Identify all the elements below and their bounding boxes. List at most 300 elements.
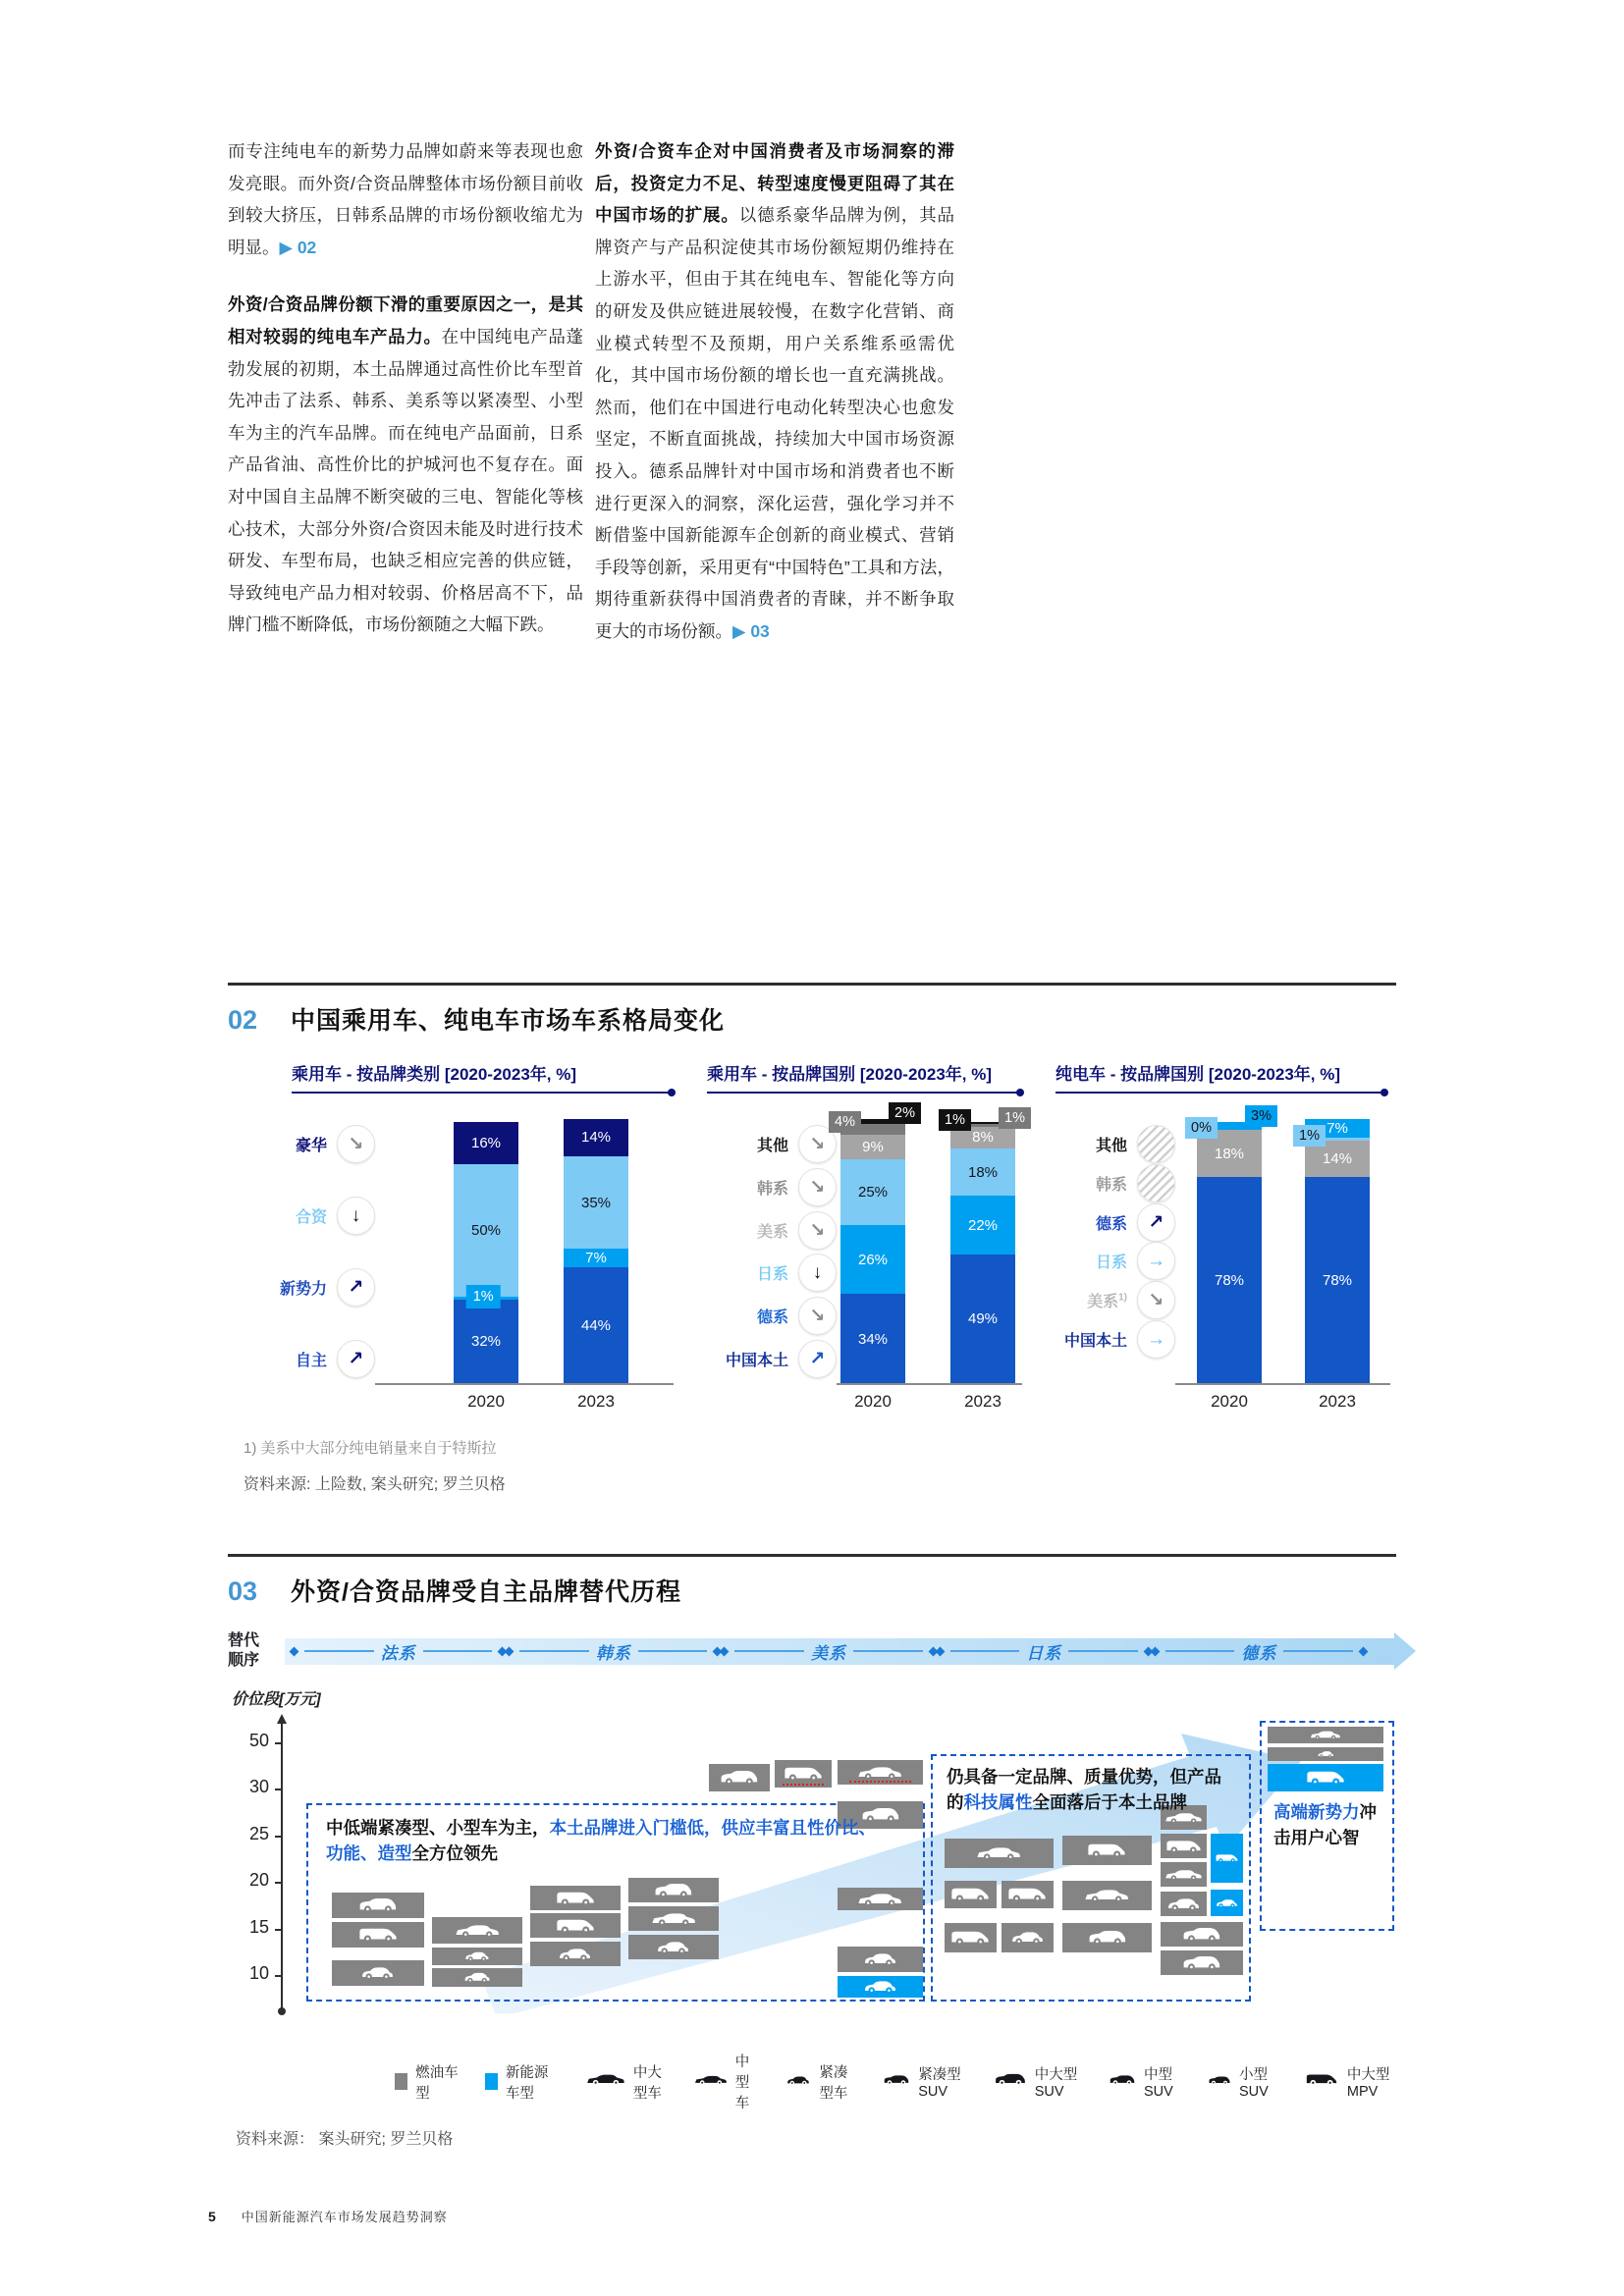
- value-label: 14%: [1322, 1150, 1353, 1167]
- bars-area: [375, 1119, 679, 1384]
- value-callout: 1%: [1293, 1125, 1326, 1147]
- value-label: 9%: [862, 1138, 884, 1155]
- car-car-icon: [655, 1940, 691, 1955]
- price-tick-label: 50: [248, 1731, 269, 1750]
- value-label: 78%: [1322, 1272, 1353, 1290]
- bars-row: [1175, 1107, 1396, 1384]
- chart-body: [679, 1105, 1028, 1412]
- value-callout: 1%: [466, 1285, 501, 1308]
- value-callout: 2%: [889, 1102, 921, 1124]
- exit-underline: [849, 1781, 911, 1783]
- bar-segment: [1305, 1177, 1370, 1384]
- price-tick-label: 20: [248, 1870, 269, 1891]
- fuel-model-block: [1161, 1922, 1243, 1947]
- suv-car-icon: [883, 2074, 910, 2086]
- stacked-bar-2023: [1299, 1119, 1370, 1384]
- mpv-car-icon: [948, 1930, 992, 1946]
- sedan-car-icon: [857, 1892, 902, 1907]
- legend-label: 美系$^{1)}$: [1087, 1292, 1127, 1311]
- legend-item: [785, 2061, 857, 2103]
- legend-label: 中型车: [734, 2055, 750, 2111]
- car-car-icon: [1215, 1896, 1239, 1911]
- price-tick-label: 30: [248, 1777, 269, 1797]
- phase-annotation: 高端新势力冲击用户心智: [1273, 1802, 1377, 1847]
- mpv-car-icon: [554, 1891, 597, 1906]
- trend-right-icon: →: [1137, 1320, 1175, 1359]
- legend-label: 自主: [295, 1353, 327, 1369]
- legend-label: 燃油车型: [415, 2064, 459, 2102]
- diamond-icon: [1150, 1646, 1160, 1656]
- brand-origin-label: 韩系: [595, 1643, 631, 1663]
- fuel-model-block: [1062, 1923, 1152, 1952]
- fuel-model-block: [709, 1764, 770, 1791]
- trend-up-right-icon: ↗: [798, 1340, 837, 1378]
- bar-segment: [840, 1225, 905, 1294]
- sequence-segment: [291, 1639, 506, 1664]
- legend-item: [1304, 2063, 1396, 2100]
- value-callout: 1%: [999, 1107, 1031, 1129]
- legend-item: [228, 1340, 375, 1378]
- chart-group-2: [679, 1060, 1028, 1412]
- sequence-axis-label: 替代 顺序: [228, 1632, 260, 1669]
- year-label: 2020: [1211, 1392, 1248, 1411]
- sequence-segment: [721, 1639, 936, 1664]
- legend-item: [694, 2051, 761, 2112]
- paragraph: 外资/合资车企对中国消费者及市场洞察的滞后，投资定力不足、转型速度慢更阻碍了其在中国市场的扩展。以德系豪华品牌为例，其品牌资产与产品积淀使其市场份额短期仍维持在上游水平，但由于其在纯电车、智能化等方向的研发及供应链进展较慢，在数字化营销、商业模式转型不及预期，用户关系维系亟需优化，其中国市场份额的增长也一直充满挑战。然而，他们在中国进行电动化转型决心也愈发坚定，不断直面挑战，持续加大中国市场资源投入。德系品牌针对中国市场和消费者也不断进行更深入的洞察，深化运营，强化学习并不断借鉴中国新能源车企创新的商业模式、营销手段等创新，采用更有“中国特色”工具和方法，期待重新获得中国消费者的青睐，并不断争取更大的市场份额。▶ 03: [595, 141, 955, 641]
- figure-link[interactable]: ▶ 02: [279, 237, 317, 257]
- fuel-model-block: [530, 1913, 621, 1938]
- hatch-icon: [1137, 1125, 1175, 1163]
- trend-down-icon: ↓: [798, 1254, 837, 1292]
- suv-car-icon: [1181, 1955, 1222, 1971]
- legend-label: 其他: [756, 1138, 788, 1154]
- diamond-icon: [1359, 1646, 1369, 1656]
- mpv-car-icon: [1304, 2073, 1339, 2086]
- bars-column: [835, 1105, 1028, 1412]
- legend-label: 小型SUV: [1239, 2067, 1269, 2100]
- axis-baseline: [1175, 1383, 1390, 1385]
- diamond-icon: [290, 1646, 299, 1656]
- value-callout: 3%: [1245, 1105, 1277, 1127]
- mpv-car-icon: [782, 1766, 825, 1782]
- bar-segment: [564, 1156, 628, 1250]
- chart-legend: [679, 1119, 837, 1392]
- figure-03: [228, 1554, 1396, 2149]
- car-car-icon: [359, 1965, 396, 1981]
- car-car-icon: [1009, 1930, 1046, 1946]
- fuel-model-block: [1268, 1747, 1383, 1761]
- value-label: 18%: [1214, 1145, 1245, 1162]
- figure-title: 外资/合资品牌受自主品牌替代历程: [291, 1578, 681, 1606]
- band-line: [1165, 1650, 1235, 1652]
- fuel-model-block: [628, 1935, 719, 1959]
- year-labels: [1175, 1392, 1396, 1412]
- fuel-model-block: [628, 1878, 719, 1902]
- brand-origin-label: 美系: [811, 1643, 847, 1663]
- trend-down-right-icon: ↘: [798, 1125, 837, 1163]
- year-label: 2023: [577, 1392, 615, 1411]
- nev-model-block: [838, 1976, 923, 1998]
- diamond-icon: [505, 1646, 514, 1656]
- fuel-model-block: [838, 1947, 923, 1972]
- fuel-model-block: [945, 1923, 997, 1952]
- fuel-model-block: [1161, 1862, 1207, 1887]
- sedan-car-icon: [1084, 1888, 1129, 1903]
- legend-item: [883, 2063, 968, 2100]
- mpv-car-icon: [948, 1887, 992, 1902]
- value-callout: 0%: [1185, 1117, 1218, 1139]
- phase-annotation: 仍具备一定品牌、质量优势，但产品的科技属性全面落后于本土品牌: [947, 1767, 1221, 1812]
- chart-legend: [1028, 1119, 1175, 1372]
- value-label: 22%: [967, 1216, 999, 1234]
- price-tick-label: 25: [248, 1823, 269, 1843]
- fuel-model-block: [775, 1760, 832, 1788]
- value-label: 25%: [857, 1183, 889, 1201]
- band-line: [1068, 1650, 1138, 1652]
- report-title: 中国新能源汽车市场发展趋势洞察: [241, 2210, 448, 2224]
- value-label: 8%: [972, 1129, 994, 1147]
- fuel-model-block: [530, 1886, 621, 1910]
- legend-label: 紧凑型车: [819, 2064, 848, 2102]
- value-label: 34%: [857, 1330, 889, 1348]
- bar-segment: [564, 1119, 628, 1156]
- exit-underline: [783, 1784, 824, 1786]
- trend-down-right-icon: ↘: [1137, 1281, 1175, 1319]
- value-label: 14%: [580, 1129, 612, 1147]
- axis-baseline: [837, 1383, 1022, 1385]
- band-line: [734, 1650, 804, 1652]
- legend-item: [228, 1125, 375, 1163]
- nev-model-block: [1211, 1834, 1243, 1883]
- section-rule: [228, 1554, 1396, 1557]
- brand-origin-label: 日系: [1026, 1643, 1062, 1663]
- legend-item: [395, 2061, 460, 2103]
- bar-segment: [1197, 1177, 1262, 1384]
- intro-text: [228, 135, 954, 673]
- bar-segment: [840, 1135, 905, 1158]
- stacked-bar-2020: [835, 1105, 915, 1384]
- bar-segment: [840, 1159, 905, 1226]
- car-car-icon: [462, 1971, 492, 1984]
- legend-label: 豪华: [295, 1138, 327, 1154]
- trend-up-right-icon: ↗: [1137, 1203, 1175, 1242]
- legend-item: [1208, 2063, 1278, 2100]
- legend-item: [1038, 1125, 1175, 1163]
- stacked-bar-2023: [945, 1110, 1025, 1384]
- legend-item: [1038, 1203, 1175, 1242]
- value-label: 18%: [967, 1163, 999, 1181]
- mpv-car-icon: [1164, 1839, 1203, 1854]
- value-label: 7%: [585, 1250, 607, 1267]
- trend-down-right-icon: ↘: [798, 1211, 837, 1250]
- chart-body: [1028, 1107, 1396, 1412]
- title-end-dot: [668, 1089, 676, 1096]
- bars-area: [1175, 1107, 1396, 1384]
- bars-row: [375, 1119, 679, 1384]
- value-label: 35%: [580, 1194, 612, 1211]
- figure-footnote: 1) 美系中大部分纯电销量来自于特斯拉: [244, 1440, 497, 1457]
- fuel-model-block: [1161, 1892, 1207, 1916]
- brand-origin-label: 法系: [380, 1643, 416, 1663]
- price-tick-mark: [275, 1789, 283, 1790]
- mpv-car-icon: [554, 1918, 597, 1934]
- band-line: [638, 1650, 708, 1652]
- car-car-icon: [557, 1947, 593, 1962]
- legend-item: [586, 2061, 669, 2103]
- figure-link[interactable]: ▶ 03: [732, 620, 770, 641]
- bar-segment: [1299, 1127, 1370, 1144]
- plot-area: [285, 1723, 1394, 2013]
- mpv-car-icon: [1005, 1887, 1049, 1902]
- value-label: 50%: [470, 1221, 502, 1239]
- color-swatch: [485, 2073, 498, 2090]
- fuel-model-block: [838, 1888, 923, 1910]
- figure-02-charts: [228, 1060, 1396, 1412]
- bars-column: [375, 1119, 679, 1412]
- legend-label: 美系: [756, 1223, 788, 1241]
- sedan-car-icon: [694, 2074, 728, 2086]
- price-tick-label: 15: [248, 1916, 269, 1937]
- sedan-car-icon: [1310, 1730, 1341, 1740]
- year-label: 2023: [964, 1392, 1001, 1411]
- bar-segment: [564, 1249, 628, 1267]
- sequence-segment: [1152, 1639, 1367, 1664]
- bars-area: [835, 1105, 1028, 1384]
- chart-title: 纯电车 - 按品牌国别 [2020-2023年, %]: [1056, 1060, 1387, 1094]
- fuel-model-block: [1268, 1727, 1383, 1743]
- car-car-icon: [1165, 1896, 1202, 1912]
- color-swatch: [395, 2073, 407, 2090]
- band-line: [950, 1650, 1020, 1652]
- trend-right-icon: →: [1137, 1242, 1175, 1280]
- paragraph: 而专注纯电车的新势力品牌如蔚来等表现也愈发亮眼。而外资/合资品牌整体市场份额目前收到较大挤压，日韩系品牌的市场份额收缩尤为明显。▶ 02: [228, 141, 583, 257]
- band-arrowhead-icon: [1394, 1632, 1416, 1670]
- legend-item: [485, 2061, 561, 2103]
- fuel-model-block: [432, 1948, 522, 1965]
- bar-segment: [950, 1255, 1015, 1384]
- stacked-bar-2020: [454, 1119, 518, 1384]
- legend-item: [1109, 2063, 1182, 2100]
- value-label: 78%: [1214, 1272, 1245, 1290]
- legend-label: 中大型SUV: [1034, 2067, 1078, 2100]
- chart-group-1: [228, 1060, 679, 1412]
- fuel-model-block: [1001, 1881, 1054, 1908]
- fuel-model-block: [530, 1942, 621, 1966]
- legend-label: 中大型车: [632, 2064, 662, 2102]
- legend-item: [679, 1297, 837, 1335]
- suv-car-icon: [719, 1770, 760, 1786]
- legend-item: [679, 1340, 837, 1378]
- legend-label: 德系: [756, 1309, 788, 1327]
- legend-label: 新能源车型: [505, 2064, 549, 2102]
- page-number: 5: [208, 2209, 216, 2224]
- car-car-icon: [785, 2075, 811, 2086]
- diamond-icon: [720, 1646, 730, 1656]
- fuel-model-block: [1062, 1836, 1152, 1865]
- figure-source: 资料来源: 上险数, 案头研究; 罗兰贝格: [244, 1476, 506, 1493]
- legend-label: 中国本土: [1063, 1332, 1127, 1350]
- legend-item: [228, 1197, 375, 1235]
- legend-label: 中大型MPV: [1346, 2067, 1390, 2100]
- suv-car-icon: [1181, 1927, 1222, 1943]
- legend-item: [679, 1125, 837, 1163]
- car-car-icon: [1317, 1750, 1335, 1758]
- legend-label: 其他: [1095, 1138, 1127, 1154]
- sedan-car-icon: [976, 1845, 1021, 1861]
- fuel-model-block: [432, 1917, 522, 1944]
- bar-segment: [454, 1300, 518, 1384]
- legend-item: [228, 1268, 375, 1307]
- band-line: [1283, 1650, 1353, 1652]
- trend-down-icon: ↓: [337, 1197, 375, 1235]
- sedan-car-icon: [1164, 1867, 1203, 1883]
- year-label: 2023: [1319, 1392, 1356, 1411]
- legend-item: [1038, 1320, 1175, 1359]
- fuel-model-block: [332, 1922, 424, 1948]
- trend-up-right-icon: ↗: [337, 1340, 375, 1378]
- chart-title: 乘用车 - 按品牌类别 [2020-2023年, %]: [292, 1060, 675, 1094]
- sedan-car-icon: [586, 2073, 625, 2086]
- price-axis: [281, 1723, 283, 2011]
- mpv-car-icon: [1215, 1850, 1239, 1866]
- value-label: 32%: [470, 1333, 502, 1351]
- legend-item: [679, 1211, 837, 1250]
- chart-group-3: [1028, 1060, 1396, 1412]
- legend-label: 中国本土: [725, 1352, 788, 1369]
- chart-title: 乘用车 - 按品牌国别 [2020-2023年, %]: [707, 1060, 1023, 1094]
- bar-segment: [454, 1122, 518, 1164]
- sedan-car-icon: [857, 1765, 902, 1781]
- bar-segment: [454, 1288, 518, 1305]
- bar-segment: [950, 1196, 1015, 1254]
- figure-03-legend: [395, 2051, 1396, 2112]
- value-callout: 1%: [939, 1109, 971, 1131]
- sequence-band: [285, 1638, 1396, 1665]
- sedan-car-icon: [455, 1923, 500, 1939]
- legend-item: [1038, 1281, 1175, 1319]
- band-line: [519, 1650, 589, 1652]
- fuel-model-block: [1161, 1950, 1243, 1975]
- figure-02: [228, 983, 1396, 1494]
- value-label: 44%: [580, 1317, 612, 1335]
- car-car-icon: [862, 1951, 898, 1967]
- sedan-car-icon: [651, 1911, 696, 1927]
- bar-segment: [835, 1114, 905, 1135]
- fuel-model-block: [945, 1881, 997, 1908]
- bar-segment: [454, 1164, 518, 1297]
- sequence-segment: [506, 1639, 721, 1664]
- bar-segment: [950, 1148, 1015, 1197]
- legend-label: 韩系: [756, 1180, 788, 1198]
- fuel-model-block: [1161, 1834, 1207, 1858]
- band-line: [423, 1650, 493, 1652]
- fuel-model-block: [838, 1760, 923, 1785]
- price-tick-mark: [275, 1836, 283, 1838]
- nev-model-block: [1211, 1890, 1243, 1916]
- price-axis-label: 价位段[万元]: [232, 1691, 321, 1708]
- trend-down-right-icon: ↘: [798, 1297, 837, 1335]
- legend-item: [994, 2063, 1083, 2100]
- fuel-model-block: [432, 1968, 522, 1987]
- fuel-model-block: [1001, 1923, 1054, 1952]
- section-rule: [228, 983, 1396, 986]
- car-car-icon: [463, 1950, 491, 1962]
- price-tick-mark: [275, 1975, 283, 1977]
- title-end-dot: [1380, 1089, 1388, 1096]
- value-label: 49%: [967, 1310, 999, 1328]
- figure-title: 中国乘用车、纯电车市场车系格局变化: [291, 1007, 726, 1035]
- suv-car-icon: [1087, 1930, 1128, 1946]
- legend-item: [1038, 1164, 1175, 1202]
- sequence-segment: [937, 1639, 1152, 1664]
- axis-baseline: [375, 1383, 674, 1385]
- bars-column: [1175, 1107, 1396, 1412]
- legend-item: [1038, 1242, 1175, 1280]
- fuel-model-block: [332, 1960, 424, 1986]
- bar-segment: [564, 1267, 628, 1384]
- legend-item: [679, 1254, 837, 1292]
- figure-03-header: [228, 1573, 1396, 1608]
- trend-down-right-icon: ↘: [798, 1168, 837, 1206]
- brand-origin-label: 德系: [1241, 1643, 1277, 1663]
- legend-label: 韩系: [1095, 1176, 1127, 1194]
- page-footer: [208, 2207, 448, 2225]
- fuel-model-block: [332, 1893, 424, 1918]
- trend-down-right-icon: ↘: [337, 1125, 375, 1163]
- price-tick-mark: [275, 1742, 283, 1744]
- year-labels: [375, 1392, 679, 1412]
- suv-car-icon: [1208, 2075, 1231, 2086]
- legend-label: 新势力: [279, 1281, 327, 1298]
- suv-car-icon: [653, 1883, 694, 1898]
- hatch-icon: [1137, 1164, 1175, 1202]
- band-line: [853, 1650, 923, 1652]
- fuel-model-block: [1062, 1881, 1152, 1910]
- price-tick-mark: [275, 1882, 283, 1884]
- value-callout: 4%: [829, 1111, 861, 1133]
- diamond-icon: [935, 1646, 945, 1656]
- band-line: [304, 1650, 374, 1652]
- fuel-model-block: [945, 1839, 1054, 1868]
- figure-number: 03: [228, 1576, 258, 1606]
- paragraph: 外资/合资品牌份额下滑的重要原因之一，是其相对较弱的纯电车产品力。在中国纯电产品蓬勃发展的初期，本土品牌通过高性价比车型首先冲击了法系、韩系、美系等以紧凑型、小型车为主的汽车品牌。而在纯电产品面前，日系产品省油、高性价比的护城河也不复存在。面对中国自主品牌不断突破的三电、智能化等核心技术，大部分外资/合资因未能及时进行技术研发、车型布局，也缺乏相应完善的供应链，导致纯电产品力相对较弱、价格居高不下，品牌门槛不断降低，市场份额随之大幅下跌。: [228, 294, 583, 635]
- intro-column-left: [228, 135, 583, 673]
- nev-model-block: [1268, 1764, 1383, 1791]
- price-tick-mark: [275, 1929, 283, 1931]
- legend-label: 合资: [295, 1209, 327, 1226]
- title-end-dot: [1016, 1089, 1024, 1096]
- mpv-car-icon: [1085, 1842, 1128, 1858]
- legend-label: 德系: [1095, 1215, 1127, 1233]
- phase-annotation: 中低端紧凑型、小型车为主，本土品牌进入门槛低，供应丰富且性价比、功能、造型全方位领先: [326, 1818, 876, 1863]
- bar-segment: [840, 1294, 905, 1384]
- value-label: 26%: [857, 1251, 889, 1268]
- intro-column-right: [595, 135, 954, 673]
- figure-source: 资料来源： 案头研究; 罗兰贝格: [236, 2131, 454, 2148]
- year-label: 2020: [854, 1392, 892, 1411]
- price-tick-label: 10: [248, 1963, 269, 1983]
- bars-row: [835, 1105, 1028, 1384]
- stacked-bar-2020: [1191, 1107, 1272, 1384]
- chart-body: [228, 1119, 679, 1412]
- figure-02-header: [228, 1001, 1396, 1037]
- legend-label: 日系: [1095, 1255, 1127, 1272]
- legend-label: 中型SUV: [1143, 2067, 1173, 2100]
- substitution-plot: [228, 1715, 1396, 2021]
- value-label: 7%: [1326, 1119, 1348, 1137]
- car-car-icon: [862, 1979, 898, 1995]
- mpv-car-icon: [356, 1927, 400, 1943]
